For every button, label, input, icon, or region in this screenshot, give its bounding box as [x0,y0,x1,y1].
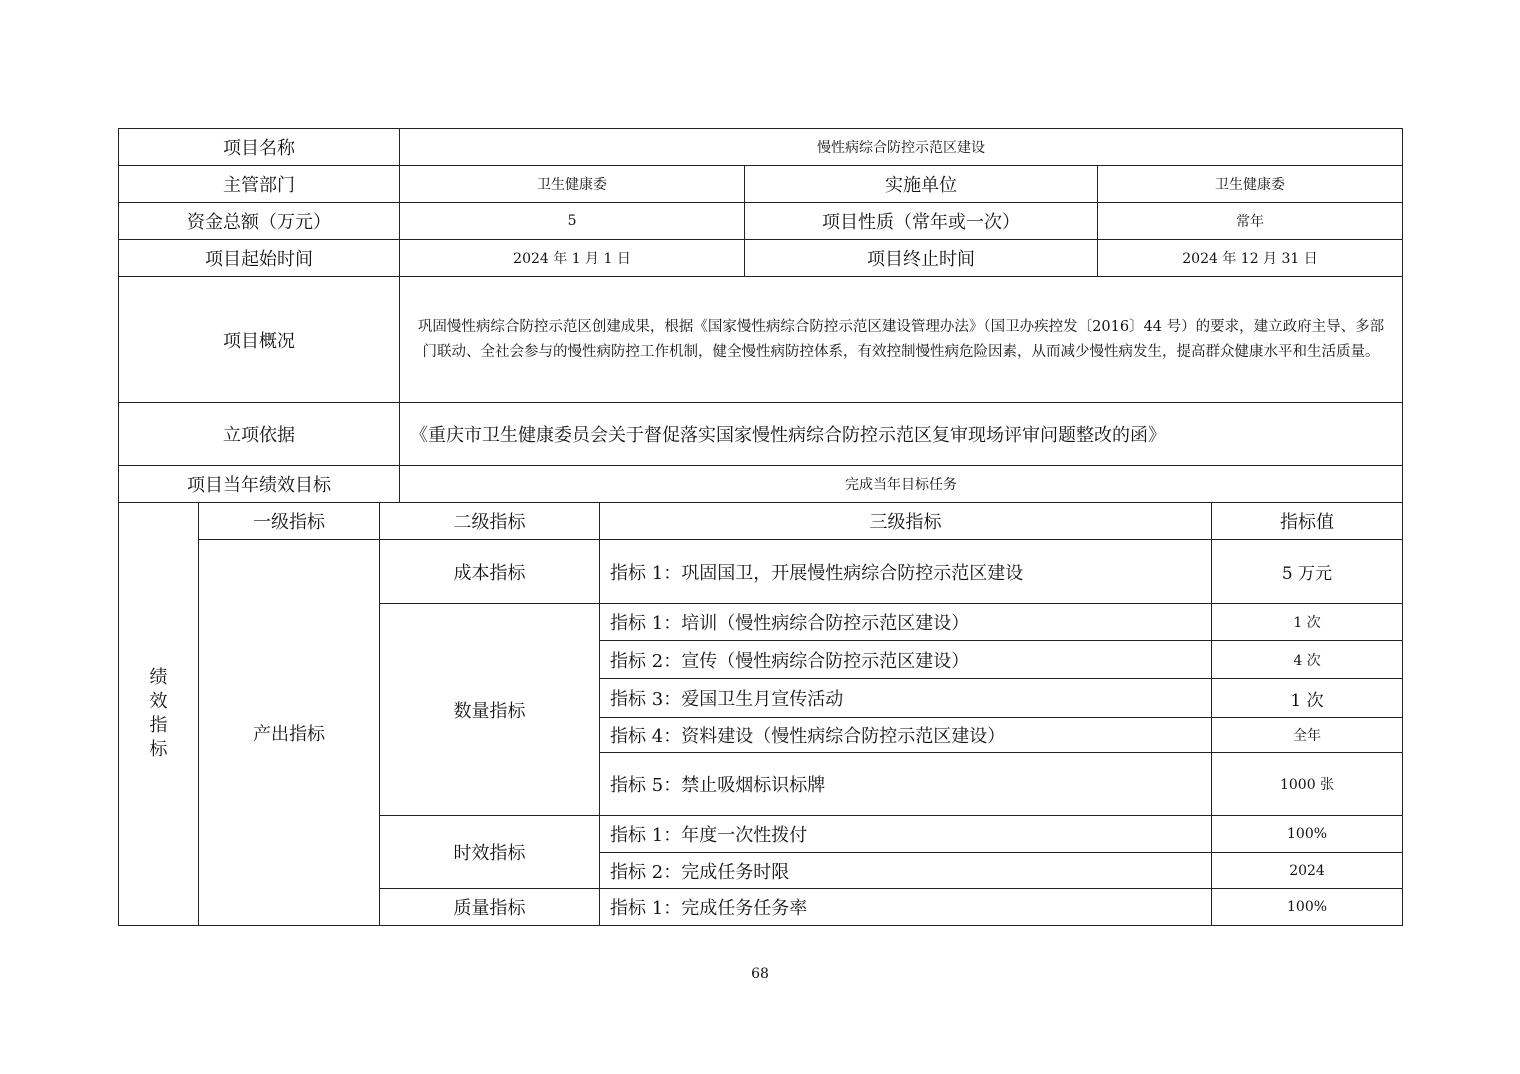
end-value: 2024 年 12 月 31 日 [1098,240,1403,277]
section-char: 效 [149,691,168,712]
project-performance-table [118,128,1403,926]
fund-value: 5 [400,203,745,240]
dept-label: 主管部门 [119,166,400,203]
row-overview [119,277,1403,403]
row-dept [119,166,1403,203]
level2-timeliness: 时效指标 [380,816,600,889]
overview-label: 项目概况 [119,277,400,403]
level1-output: 产出指标 [199,540,380,926]
indicators-header-row [119,503,1403,540]
page-number: 68 [751,966,769,982]
header-level3: 三级指标 [600,503,1212,540]
goal-value: 完成当年目标任务 [400,466,1403,503]
indicator-name: 指标 3：爱国卫生月宣传活动 [600,679,1212,718]
nature-label: 项目性质（常年或一次） [745,203,1098,240]
indicator-value: 全年 [1212,718,1403,753]
indicator-name: 指标 1：年度一次性拨付 [600,816,1212,853]
section-char: 标 [149,739,168,760]
indicator-name: 指标 2：宣传（慢性病综合防控示范区建设） [600,641,1212,679]
header-level2: 二级指标 [380,503,600,540]
indicator-value: 2024 [1212,853,1403,889]
indicator-name: 指标 1：培训（慢性病综合防控示范区建设） [600,604,1212,641]
section-char: 指 [149,715,168,736]
row-dates [119,240,1403,277]
basis-label: 立项依据 [119,403,400,466]
fund-label: 资金总额（万元） [119,203,400,240]
header-value: 指标值 [1212,503,1403,540]
start-label: 项目起始时间 [119,240,400,277]
indicator-name: 指标 4：资料建设（慢性病综合防控示范区建设） [600,718,1212,753]
indicator-value: 5 万元 [1212,540,1403,604]
project-name-label: 项目名称 [119,129,400,166]
row-fund [119,203,1403,240]
indicator-name: 指标 1：完成任务任务率 [600,889,1212,926]
indicator-row [119,540,1403,604]
section-char: 绩 [149,667,168,688]
row-goal [119,466,1403,503]
start-value: 2024 年 1 月 1 日 [400,240,745,277]
indicator-value: 1 次 [1212,679,1403,718]
nature-value: 常年 [1098,203,1403,240]
indicator-value: 1000 张 [1212,753,1403,816]
level2-quality: 质量指标 [380,889,600,926]
unit-label: 实施单位 [745,166,1098,203]
row-basis [119,403,1403,466]
end-label: 项目终止时间 [745,240,1098,277]
level2-quantity: 数量指标 [380,604,600,816]
indicator-value: 100% [1212,889,1403,926]
indicator-name: 指标 2：完成任务时限 [600,853,1212,889]
level2-cost: 成本指标 [380,540,600,604]
basis-text: 《重庆市卫生健康委员会关于督促落实国家慢性病综合防控示范区复审现场评审问题整改的函》 [400,403,1403,466]
unit-value: 卫生健康委 [1098,166,1403,203]
indicator-value: 4 次 [1212,641,1403,679]
indicator-value: 100% [1212,816,1403,853]
overview-text: 巩固慢性病综合防控示范区创建成果，根据《国家慢性病综合防控示范区建设管理办法》（国卫办疾控发〔2016〕44 号）的要求，建立政府主导、多部门联动、全社会参与的慢性病防控工作机制，健全慢性病防控体系，有效控制慢性病危险因素，从而减少慢性病发生，提高群众健康水平和生活质量。 [400,277,1403,403]
indicator-value: 1 次 [1212,604,1403,641]
header-level1: 一级指标 [199,503,380,540]
indicator-name: 指标 5：禁止吸烟标识标牌 [600,753,1212,816]
dept-value: 卫生健康委 [400,166,745,203]
row-project-name [119,129,1403,166]
goal-label: 项目当年绩效目标 [119,466,400,503]
project-name-value: 慢性病综合防控示范区建设 [400,129,1403,166]
performance-indicators-label [119,503,199,926]
indicator-name: 指标 1：巩固国卫，开展慢性病综合防控示范区建设 [600,540,1212,604]
